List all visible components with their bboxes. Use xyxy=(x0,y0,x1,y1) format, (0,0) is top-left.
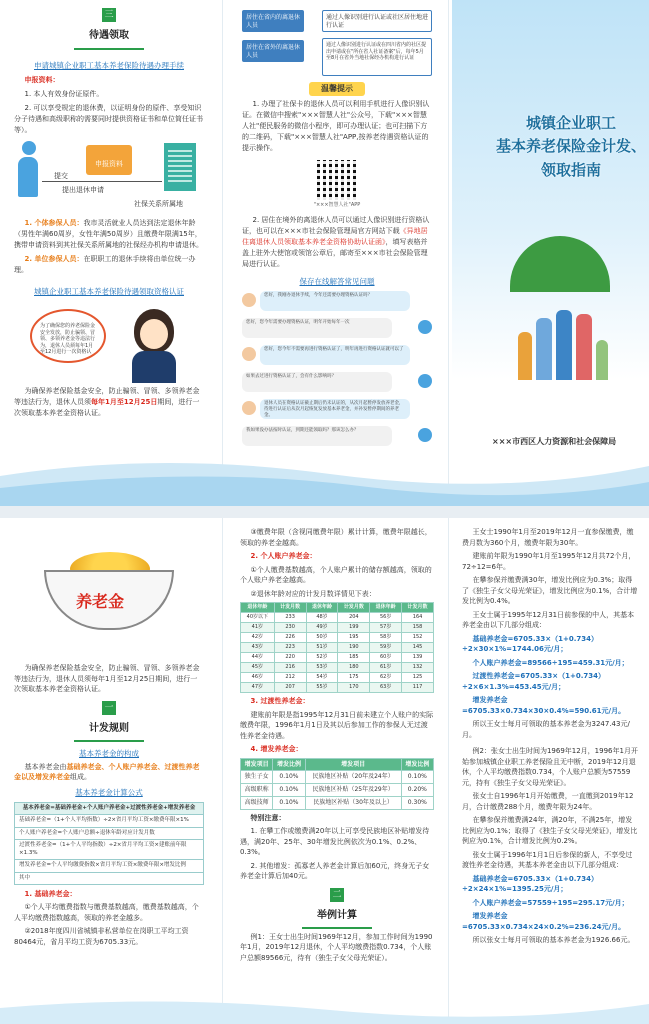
individual-title: 1. 个体参保人员： xyxy=(24,219,84,228)
section-title: 举例计算 xyxy=(302,908,372,929)
item-text: ①个人缴费基数越高，个人账户累计的储存额越高，领取的个人账户养老金越高。 xyxy=(240,565,432,584)
table-cell: 132 xyxy=(402,663,434,673)
materials-title: 申报资料： xyxy=(24,76,60,85)
cover-title-line: 基本养老保险金计发、 xyxy=(496,137,647,156)
chat-row xyxy=(242,372,432,396)
table-cell: 223 xyxy=(274,643,306,653)
subsection-title: 申请城镇企业职工基本养老保险待遇办理手续 xyxy=(34,60,184,70)
panel-divider xyxy=(222,0,223,506)
social-label: 社保关系所属地 xyxy=(134,200,183,209)
example-line: 过渡性养老金=6705.33×（1+0.734）÷2×6×1.3%=453.45元/月； xyxy=(462,672,605,691)
building-icon xyxy=(164,143,196,191)
formula-table xyxy=(14,802,204,885)
table-cell: 0.10% xyxy=(273,771,305,784)
section-number: 一 xyxy=(102,701,116,715)
comp-parts: 基础养老金、个人账户养老金、过渡性养老金以及增发养老金 xyxy=(14,762,200,782)
table-cell: 125 xyxy=(402,673,434,683)
material-item: 1. 本人有效身份证原件。 xyxy=(24,89,104,98)
example-line: 个人账户养老金=57559÷195=295.17元/月； xyxy=(472,898,629,907)
example-line: 张女士自1996年1月开始缴费，一直缴到2019年12月，合计缴费288个月，缴费年限为24年。 xyxy=(462,792,634,811)
example-line: 个人账户养老金=89566÷195=459.31元/月； xyxy=(472,658,629,667)
panel-divider xyxy=(448,518,449,1024)
table-row xyxy=(241,623,434,633)
brochure-outer-side xyxy=(0,0,649,506)
table-cell: 145 xyxy=(402,643,434,653)
table-cell: 226 xyxy=(274,633,306,643)
table-cell: 46岁 xyxy=(241,673,275,683)
table-header-cell: 退休年龄 xyxy=(370,603,402,613)
special-title: 特别注意： xyxy=(250,813,286,822)
chat-row xyxy=(242,318,432,342)
submit-label: 提交 xyxy=(54,172,68,181)
table-cell: 高级职称 xyxy=(241,784,273,797)
table-row xyxy=(241,796,434,809)
cover-title-line: 领取指南 xyxy=(540,160,601,179)
staff-body xyxy=(132,351,176,383)
subsection-title: 基本养老金计算公式 xyxy=(75,787,143,797)
table-cell: 43岁 xyxy=(241,643,275,653)
table-header-cell: 计发月数 xyxy=(274,603,306,613)
section-title: 待遇领取 xyxy=(74,28,144,50)
brochure-inner-side xyxy=(0,518,649,1024)
table-cell: 170 xyxy=(338,683,370,693)
decorative-wave xyxy=(0,446,649,506)
table-cell: 212 xyxy=(274,673,306,683)
panel-calc-rules xyxy=(0,518,218,1024)
section-number: 三 xyxy=(102,8,116,22)
table-cell: 195 xyxy=(338,633,370,643)
chat-message: 您好，您今年需要办理资格认证，明年开始每年一次 xyxy=(242,318,392,338)
table-cell: 190 xyxy=(338,643,370,653)
example-line: 增发养老金=6705.33×0.734×30×0.4%=590.61元/月。 xyxy=(462,696,626,715)
item-title: 3. 过渡性养老金： xyxy=(250,697,310,705)
table-cell: 185 xyxy=(338,653,370,663)
person-icon xyxy=(18,141,40,197)
table-cell: 204 xyxy=(338,613,370,623)
table-cell: 0.30% xyxy=(401,796,433,809)
tip-text: ，填写表格并盖上驻外大使馆或领馆公章后，邮寄至×××市社会保险管理局进行认证。 xyxy=(242,238,428,268)
chat-message: 我如果没办法按时认证，到期还能领取吗？那该怎么办？ xyxy=(242,426,392,446)
table-cell: 207 xyxy=(274,683,306,693)
bowl-text: 养老金 xyxy=(76,592,125,611)
avatar xyxy=(418,374,432,388)
table-cell: 233 xyxy=(274,613,306,623)
table-cell: 民族地区补贴（30年及以上） xyxy=(305,796,401,809)
example-line: 张女士属于1996年1月1日后参保的新人，不享受过渡性养老金待遇，其基本养老金由以下几部分组成： xyxy=(462,850,633,869)
table-row xyxy=(241,653,434,663)
decorative-wave xyxy=(0,964,649,1024)
table-cell: 220 xyxy=(274,653,306,663)
comp-text: 组成。 xyxy=(70,773,91,782)
book-label: 申报资料 xyxy=(95,160,123,169)
table-cell: 45岁 xyxy=(241,663,275,673)
process-diagram xyxy=(14,141,204,215)
chat-row xyxy=(242,291,432,315)
table-cell: 50岁 xyxy=(306,633,338,643)
table-header-cell: 计发月数 xyxy=(402,603,434,613)
table-header-cell: 增发比例 xyxy=(401,758,433,771)
special-text: 2. 其他增发：孤寡老人养老金计算后加60元，终身无子女养老金计算后加40元。 xyxy=(240,861,430,881)
table-cell: 63岁 xyxy=(370,683,402,693)
example-line: 王女士1990年1月至2019年12月一直参保缴费，缴费月数为360个月，缴费年限为30年。 xyxy=(462,528,634,547)
item-title: 2. 个人账户养老金： xyxy=(250,552,317,560)
cert-text: 为确保养老保险基金安全，防止骗领、冒领、多领养老金等违法行为，退休人员须 xyxy=(14,387,200,407)
chat-message: 退休人员在资格认证截止期后仍未认证的，从次月起暂停发放养老金，待进行认证后从次月起恢复发放基本养老金，并补发暂停期间的养老金。 xyxy=(260,399,410,419)
table-cell: 60岁 xyxy=(370,653,402,663)
table-row xyxy=(241,643,434,653)
table-cell: 58岁 xyxy=(370,633,402,643)
family-member xyxy=(576,314,592,380)
table-cell: 216 xyxy=(274,663,306,673)
table-row xyxy=(241,613,434,623)
table-header-cell: 增发项目 xyxy=(305,758,401,771)
chat-message: 如果去过进行资格认证了，会有什么影响吗？ xyxy=(242,372,392,392)
flow-box: 居住在省外的离退休人员 xyxy=(242,40,304,62)
item-text: ③缴费年限（含视同缴费年限）累计计算，缴费年限越长，领取的养老金越高。 xyxy=(240,528,432,547)
example-text: 例1：王女士出生时间1969年12月，参加工作时间为1990年1月，2019年12月退休，个人平均缴费指数0.734，个人账户总额89566元，待有（独生子女父母光荣证）。 xyxy=(240,932,433,962)
table-header-cell: 增发项目 xyxy=(241,758,273,771)
example-line: 基础养老金=6705.33×（1+0.734）÷2×24×1%=1395.25元/月； xyxy=(462,874,598,893)
table-cell: 117 xyxy=(402,683,434,693)
chat-row xyxy=(242,399,432,423)
table-row xyxy=(241,683,434,693)
months-table xyxy=(240,602,434,693)
table-cell: 61岁 xyxy=(370,663,402,673)
table-cell: 0.10% xyxy=(273,796,305,809)
table-cell: 47岁 xyxy=(241,683,275,693)
table-cell: 54岁 xyxy=(306,673,338,683)
example-line: 增发养老金=6705.33×0.734×24×0.2%=236.24元/月。 xyxy=(462,912,626,931)
example-line: 在攀参保并缴费满24年，满20年，不满25年，增发比例应为0.1%；取得了《独生子女父母光荣证》，增发比例应为0.1%，合计增发比例为0.2%。 xyxy=(462,816,638,845)
avatar xyxy=(242,293,256,307)
section-title: 计发规则 xyxy=(74,721,144,742)
panel-divider xyxy=(222,518,223,1024)
organization-name: ×××市西区人力资源和社会保障局 xyxy=(492,437,617,446)
table-cell: 56岁 xyxy=(370,613,402,623)
example-line: 建账前年限为1990年1月至1995年12月共72个月，72÷12=6年。 xyxy=(462,552,636,571)
table-header-cell: 计发月数 xyxy=(338,603,370,613)
subsection-title: 城镇企业职工基本养老保险待遇领取资格认证 xyxy=(34,286,184,296)
tip-highlight: 《异地居住离退休人员领取基本养老金资格协助认证函》 xyxy=(242,227,428,247)
item-text: ②退休年龄对应的计发月数详情见下表： xyxy=(250,589,376,598)
item-text: 建账前年限是指1995年12月31日前未建立个人账户的实际缴费年限，1996年1月1日及其以后参加工作的参保人无过渡性养老金待遇。 xyxy=(240,710,434,740)
table-cell: 59岁 xyxy=(370,643,402,653)
table-cell: 独生子女 xyxy=(241,771,273,784)
table-row xyxy=(241,673,434,683)
item-text: ①个人平均缴费指数与缴费基数越高，缴费基数越高，个人平均缴费指数越高，领取的养老金越多。 xyxy=(14,903,199,922)
formula-row: 基本养老金=基础养老金+个人账户养老金+过渡性养老金+增发养老金 xyxy=(15,803,203,814)
example-line: 基础养老金=6705.33×（1+0.734）÷2×30×1%=1744.06元/月； xyxy=(462,634,598,653)
panel-cover xyxy=(452,0,649,506)
table-cell: 158 xyxy=(402,623,434,633)
table-cell: 41岁 xyxy=(241,623,275,633)
table-cell: 57岁 xyxy=(370,623,402,633)
formula-row: 基础养老金=（1+个人平均指数）÷2×省月平均工资×缴费年限×1% xyxy=(15,814,203,826)
table-cell: 230 xyxy=(274,623,306,633)
table-cell: 0.10% xyxy=(401,771,433,784)
formula-row: 过渡性养老金=（1+个人平均指数）÷2×省月平均工资×建账前年限×1.3% xyxy=(15,839,203,859)
formula-row: 个人账户养老金=个人账户总额÷退休年龄对应计发月数 xyxy=(15,827,203,839)
table-cell: 175 xyxy=(338,673,370,683)
materials-book-icon xyxy=(86,145,132,175)
example-line: 所以王女士每月可领取的基本养老金为3247.43元/月。 xyxy=(462,720,630,739)
table-cell: 42岁 xyxy=(241,633,275,643)
item-title: 4. 增发养老金： xyxy=(250,745,303,753)
table-cell: 152 xyxy=(402,633,434,643)
table-cell: 高级技师 xyxy=(241,796,273,809)
table-header-cell: 退休年龄 xyxy=(241,603,275,613)
table-cell: 40岁以下 xyxy=(241,613,275,623)
chat-row xyxy=(242,345,432,369)
item-text: ②2018年度四川省城镇非私营单位在岗职工平均工资80464元，省月平均工资为6705.33元。 xyxy=(14,927,189,946)
table-cell: 48岁 xyxy=(306,613,338,623)
cert-text: 期间，进行一次领取基本养老金资格认证。 xyxy=(14,398,200,417)
table-cell: 民族地区补贴（20年及24年） xyxy=(305,771,401,784)
table-row xyxy=(241,784,434,797)
avatar xyxy=(242,401,256,415)
item-title: 1. 基础养老金： xyxy=(24,889,77,898)
family-member xyxy=(536,318,552,380)
panel-calc-details xyxy=(228,518,446,1024)
table-cell: 0.10% xyxy=(273,784,305,797)
apply-label: 提出退休申请 xyxy=(62,186,104,195)
cartoon-illustration xyxy=(14,303,204,383)
certification-flow xyxy=(242,8,432,78)
avatar xyxy=(418,428,432,442)
formula-row: 增发养老金=个人平均缴费指数×省月平均工资×缴费年限×增发比例 xyxy=(15,859,203,871)
example-line: 例2：张女士出生时间为1969年12月，1996年1月开始参加城镇企业职工养老保险且无中断，2019年12月退休，个人平均缴费指数0.734，个人账户总额为57559元，持有《独生子女父母光荣证》。 xyxy=(462,747,638,787)
table-cell: 53岁 xyxy=(306,663,338,673)
family-member xyxy=(556,310,572,380)
flow-box: 通过人像识别进行认证或社区居住地进行认证 xyxy=(322,10,432,32)
table-row xyxy=(241,663,434,673)
tip-text: 1. 办理了社保卡的退休人员可以利用手机进行人像识别认证。在微信中搜索"×××智慧人社"公众号，下载"×××智慧人社"便民服务的微信小程序，即可办理认证；也可扫描下方的二维码，下载"×××智慧人社"APP,按养老待遇资格认证的提示操作。 xyxy=(242,100,430,152)
family-illustration xyxy=(514,296,610,380)
comp-text: 基本养老金由 xyxy=(24,762,67,771)
avatar xyxy=(418,320,432,334)
table-cell: 44岁 xyxy=(241,653,275,663)
panel-certification xyxy=(228,0,446,506)
family-member xyxy=(596,340,608,380)
cover-title xyxy=(496,112,646,182)
example-line: 在攀参保并缴费满30年，增发比例应为0.3%；取得了《独生子女父母光荣证》，增发比例应为0.1%，合计增发比例为0.4%。 xyxy=(462,576,638,605)
unit-text: 在职职工的退休手续将由单位统一办理。 xyxy=(14,254,196,274)
table-header-cell: 增发比例 xyxy=(273,758,305,771)
table-cell: 民族地区补贴（25年及29年） xyxy=(305,784,401,797)
family-member xyxy=(518,332,532,380)
flow-box: 通过人像识别进行认证或在四川省内的社区提出申请或在"所在省人社证备案"后，每年5月至8月在省外当地社保经办机构进行认证 xyxy=(322,38,432,76)
staff-face xyxy=(140,319,168,349)
chat-message: 您好，我刚办退休手续，今年还需要办理资格认证吗？ xyxy=(260,291,410,311)
example-line: 王女士属于1995年12月31日前参保的中人，其基本养老金由以下几部分组成： xyxy=(462,610,635,629)
table-row xyxy=(241,633,434,643)
section-number: 二 xyxy=(330,888,344,902)
tip-text: 2. 居住在境外的离退休人员可以通过人像识别进行资格认证，也可以在×××市社会保险管理局官方网站下载 xyxy=(242,216,430,236)
table-cell: 51岁 xyxy=(306,643,338,653)
table-cell: 180 xyxy=(338,663,370,673)
table-header-cell: 退休年龄 xyxy=(306,603,338,613)
table-cell: 52岁 xyxy=(306,653,338,663)
chat-message: 您好，您今年不需要再进行资格认证了，明年再进行资格认证就可以了 xyxy=(260,345,410,365)
panel-divider xyxy=(448,0,449,506)
table-cell: 164 xyxy=(402,613,434,623)
panel-benefit-claim xyxy=(0,0,218,506)
flow-box: 居住在省内的离退休人员 xyxy=(242,10,304,32)
subsection-title: 基本养老金的构成 xyxy=(79,748,139,758)
cert-highlight: 每年1月至12月25日 xyxy=(91,398,158,407)
qr-caption: "×××智慧人社"APP xyxy=(313,201,361,208)
cover-title-line: 城镇企业职工 xyxy=(525,114,616,132)
panel-examples xyxy=(452,518,649,1024)
bonus-rate-table xyxy=(240,758,434,810)
faq-chat xyxy=(242,291,432,450)
formula-side: 其中 xyxy=(15,872,203,884)
special-text: 1. 在攀工作或缴费满20年以上可享受民族地区补贴增发待遇，满20年、25年、30年增发比例依次为0.1%、0.2%、0.3%。 xyxy=(240,827,430,857)
unit-title: 2. 单位参保人员： xyxy=(24,254,84,263)
speech-bubble: 为了确保您的养老保险金安全发放，防止骗领、冒领、多领养老金等违法行为，退休人员须每年1月至12月进行一次资格认证。 xyxy=(30,309,106,363)
table-cell: 49岁 xyxy=(306,623,338,633)
pension-bowl-illustration xyxy=(14,530,204,660)
individual-text: 我市灵活就业人员达到法定退休年龄（男性年满60周岁，女性年满50周岁）且缴费年限满15年，携带申请资料到其社保关系所属地的社保经办机构申请退休。 xyxy=(14,219,203,250)
table-cell: 139 xyxy=(402,653,434,663)
table-row xyxy=(241,771,434,784)
table-cell: 199 xyxy=(338,623,370,633)
material-item: 2. 可以享受规定的退休费，以证明身份的原件、享受知识分子待遇和高级职称的需要同时提供资格证书和单位简任证书等）。 xyxy=(14,103,203,134)
table-cell: 0.20% xyxy=(401,784,433,797)
example-line: 所以张女士每月可领取的基本养老金为1926.66元。 xyxy=(472,936,635,944)
faq-title: 保存在线解答常见问题 xyxy=(299,276,375,286)
intro-text: 为确保养老保险基金安全，防止骗领、冒领、多领养老金等违法行为，退休人员须每年1月至12月25日期间，进行一次领取基本养老金资格认证。 xyxy=(14,664,200,693)
avatar xyxy=(242,347,256,361)
table-cell: 55岁 xyxy=(306,683,338,693)
page-gap xyxy=(0,506,649,518)
tip-badge: 温馨提示 xyxy=(309,82,365,96)
table-cell: 62岁 xyxy=(370,673,402,683)
qr-code xyxy=(317,160,357,200)
